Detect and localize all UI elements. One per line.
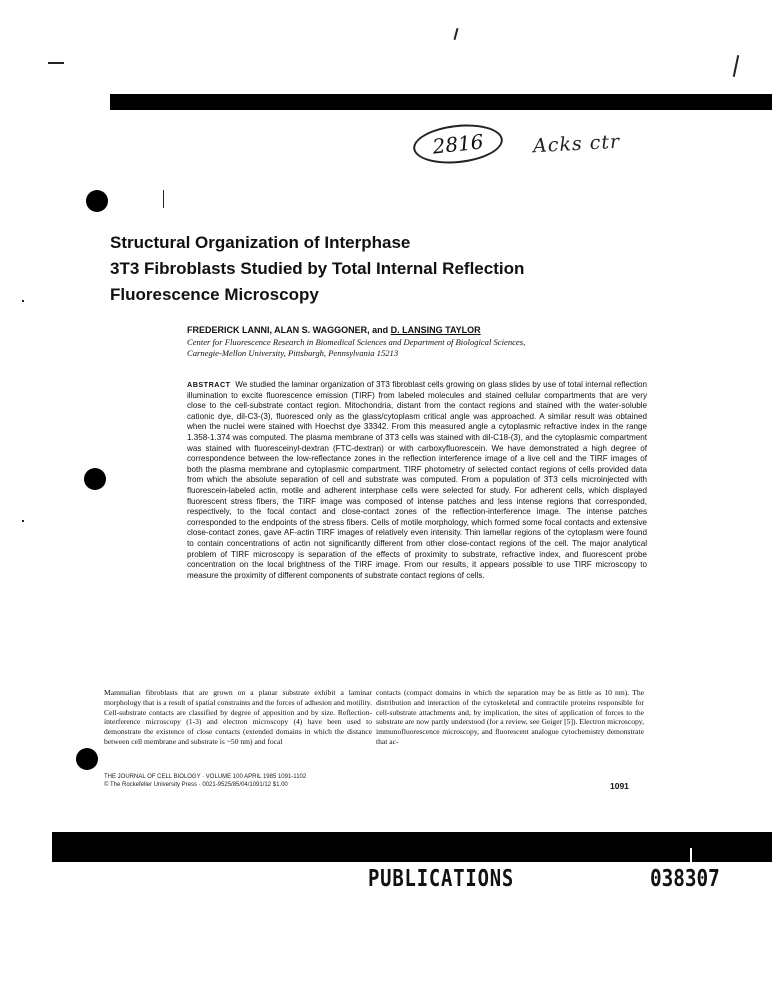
abstract-text: We studied the laminar organization of 3T3 fibroblast cells growing on glass slides by use of total internal reflection illumination to excite fluorescence emission (TIRF) from labeled molecules and stained cellular compartments that are very close to the cell-substrate contact region. Mitochondria, distant from the contact regions and stained with the water-soluble cationic dye, dil-C3-(3), fluoresced only as the glass/cytoplasm critical angle was approached. A similar result was obtained when the nuclei were stained with Hoechst dye 33342. From this measured angle a cytoplasmic refractive index in the range 1.358-1.374 was computed. The plasma membrane of 3T3 cells was stained with dil-C18-(3), and the cytoplasmic compartment was stained with fluoresceinyl-dextran (FTC-dextran) or with carboxyfluorescein. We have demonstrated a high degree of correspondence between the low-reflectance zones in the reflection interference image of a live cell and the TIRF images of both the plasma membrane and cytoplasmic compartment. TIRF photometry of selected contact regions of cells provided data from which the absolute separation of cell and substrate was computed. From a population of 3T3 cells microinjected with fluorescein-labeled actin, motile and adherent interphase cells were selected for study. For adherent cells, which displayed fluorescent stress fibers, the TIRF image was composed of intense patches and less intense regions that corresponded, respectively, to the focal contact and close-contact zones of the reflection-interference image. The intense patches corresponded to the endpoints of the stress fibers. Cells of motile morphology, which formed some focal contacts and extensive close-contact zones, gave AF-actin TIRF images of relatively even intensity. Thin lamellar regions of the cytoplasm were found to contain concentrations of actin not significantly different from other close-contact regions of the cell. The major analytical problem of TIRF microscopy is separation of the effects of proximity to substrate, refractive index, and fluorescent probe concentration on the local brightness of the TIRF image. From our results, it appears possible to use TIRF microscopy to measure the proximity of different components of substrate contact regions of cells.: [187, 380, 648, 580]
title-line-3: Fluorescence Microscopy: [110, 285, 319, 304]
body-right-column: contacts (compact domains in which the separation may be as little as 10 nm). The distribution and interaction of the cytoskeletal and contractile proteins responsible for cell-substrate attachments and, by implication, the sites of application of forces to the substrate are now partly understood (for a review, see Geiger [5]). Electron microscopy, immunofluorescence microscopy, and fluorescent analogue cytochemistry demonstrate that ac-: [376, 688, 644, 746]
abstract-label: ABSTRACT: [187, 380, 231, 389]
punch-hole: [86, 190, 108, 212]
copyright-line: © The Rockefeller University Press · 0021-9525/85/04/1091/12 $1.00: [104, 782, 288, 788]
handwritten-note: Acks ctr: [532, 130, 621, 158]
scan-mark: [163, 190, 164, 208]
document-id: 038307: [650, 866, 720, 892]
affiliation: [187, 337, 647, 359]
handwritten-circled-number: [411, 120, 504, 167]
scan-top-bar: [110, 94, 772, 110]
author-underlined: D. LANSING TAYLOR: [390, 325, 481, 335]
title-line-2: 3T3 Fibroblasts Studied by Total Internal Reflection: [110, 259, 525, 278]
author-list: [187, 325, 481, 335]
punch-hole: [84, 468, 106, 490]
affiliation-line-2: Carnegie-Mellon University, Pittsburgh, Pennsylvania 15213: [187, 348, 399, 358]
scan-mark: [48, 62, 64, 64]
authors-main: FREDERICK LANNI, ALAN S. WAGGONER, and: [187, 325, 391, 335]
punch-hole: [76, 748, 98, 770]
journal-citation: THE JOURNAL OF CELL BIOLOGY · VOLUME 100 APRIL 1985 1091-1102: [104, 774, 307, 780]
paper-title: [110, 230, 670, 308]
scan-mark: [453, 28, 458, 40]
scan-bottom-bar: [52, 832, 772, 862]
abstract: [187, 380, 647, 581]
scan-mark: [22, 300, 24, 302]
scan-mark: [690, 848, 692, 862]
affiliation-line-1: Center for Fluorescence Research in Biomedical Sciences and Department of Biological Sciences,: [187, 337, 526, 347]
circled-number-text: 2816: [431, 129, 485, 159]
publications-stamp: PUBLICATIONS: [368, 866, 515, 892]
title-line-1: Structural Organization of Interphase: [110, 233, 411, 252]
scan-mark: [733, 55, 740, 77]
body-left-column: Mammalian fibroblasts that are grown on a planar substrate exhibit a laminar morphology that is a result of spatial constraints and the forces of adhesion and motility. Cell-substrate contacts are classified by degree of apposition and by size. Reflection-interference microscopy (1-3) and electron microscopy (4) have been used to demonstrate the existence of close contacts (extended domains in which the distance between cell membrane and substrate is ~50 nm) and focal: [104, 688, 372, 746]
page-number: 1091: [610, 781, 629, 791]
scan-mark: [22, 520, 24, 522]
